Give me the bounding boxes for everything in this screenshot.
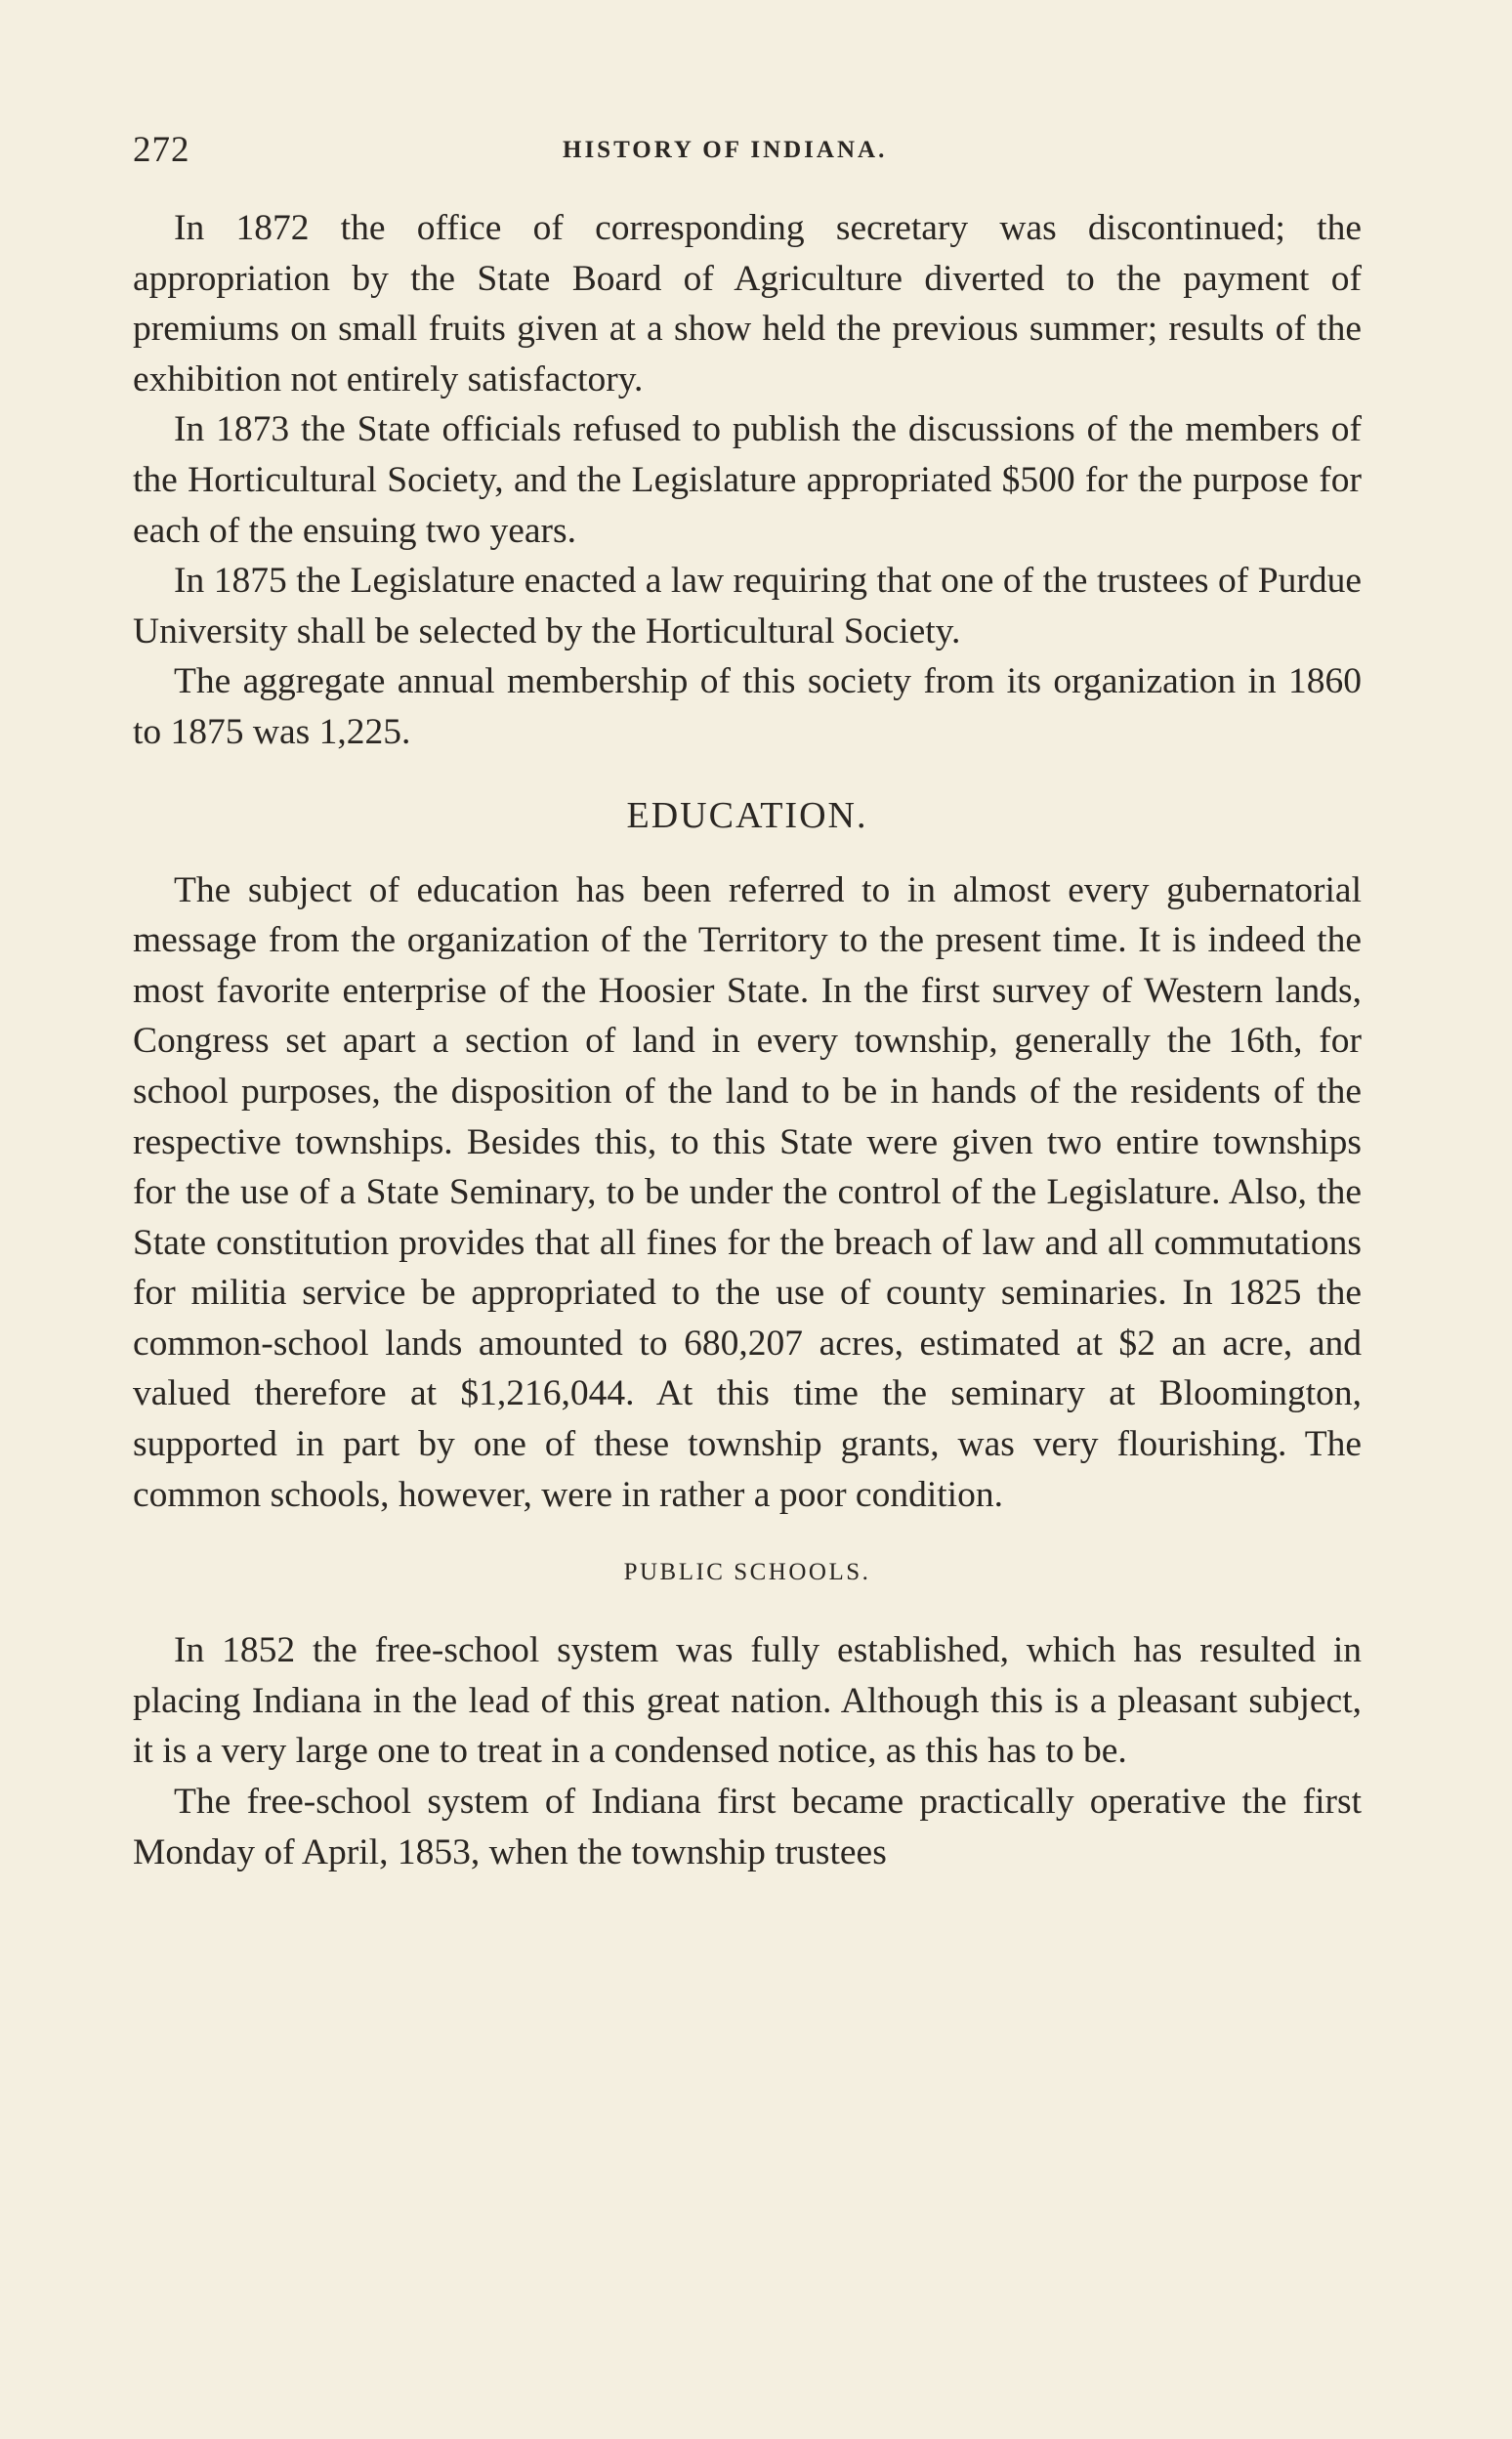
paragraph: In 1872 the office of corresponding secretary was discontinued; the appropriation by the State Board of Agriculture diverted to the payment of premiums on small fruits given at a show held the previous summer; results of the exhibition not entirely satisfactory. [133, 208, 1362, 399]
page-number: 272 [133, 130, 190, 170]
running-title: HISTORY OF INDIANA. [563, 137, 888, 163]
subsection-heading-public-schools: PUBLIC SCHOOLS. [623, 1559, 871, 1586]
paragraph: In 1875 the Legislature enacted a law requiring that one of the trustees of Purdue University shall be selected by the Horticultural Society. [133, 561, 1362, 652]
paragraph: The free-school system of Indiana first became practically operative the first Monday of April, 1853, when the township trustees [133, 1782, 1362, 1872]
body-text [133, 203, 1362, 1877]
running-head [133, 129, 1364, 178]
paragraph: In 1873 the State officials refused to publish the discussions of the members of the Horticultural Society, and the Legislature appropriated $500 for the purpose for each of the ensuing two years. [133, 409, 1362, 551]
paragraph: The subject of education has been referred to in almost every gubernatorial message from the organization of the Territory to the present time. It is indeed the most favorite enterprise of the Hoosier State. In the first survey of Western lands, Congress set apart a section of land in every township, generally the 16th, for school purposes, the disposition of the land to be in hands of the residents of the respective townships. Besides this, to this State were given two entire townships for the use of a State Seminary, to be under the control of the Legislature. Also, the State constitution provides that all fines for the breach of law and all commutations for militia service be appropriated to the use of county seminaries. In 1825 the common-school lands amounted to 680,207 acres, estimated at $2 an acre, and valued therefore at $1,216,044. At this time the seminary at Bloomington, supported in part by one of these township grants, was very flourishing. The common schools, however, were in rather a poor condition. [133, 869, 1362, 1515]
paragraph: In 1852 the free-school system was fully established, which has resulted in placing Indiana in the lead of this great nation. Although this is a pleasant subject, it is a very large one to treat in a condensed notice, as this has to be. [133, 1630, 1362, 1772]
section-heading-education: EDUCATION. [626, 794, 868, 836]
paragraph: The aggregate annual membership of this society from its organization in 1860 to 1875 was 1,225. [133, 661, 1362, 752]
